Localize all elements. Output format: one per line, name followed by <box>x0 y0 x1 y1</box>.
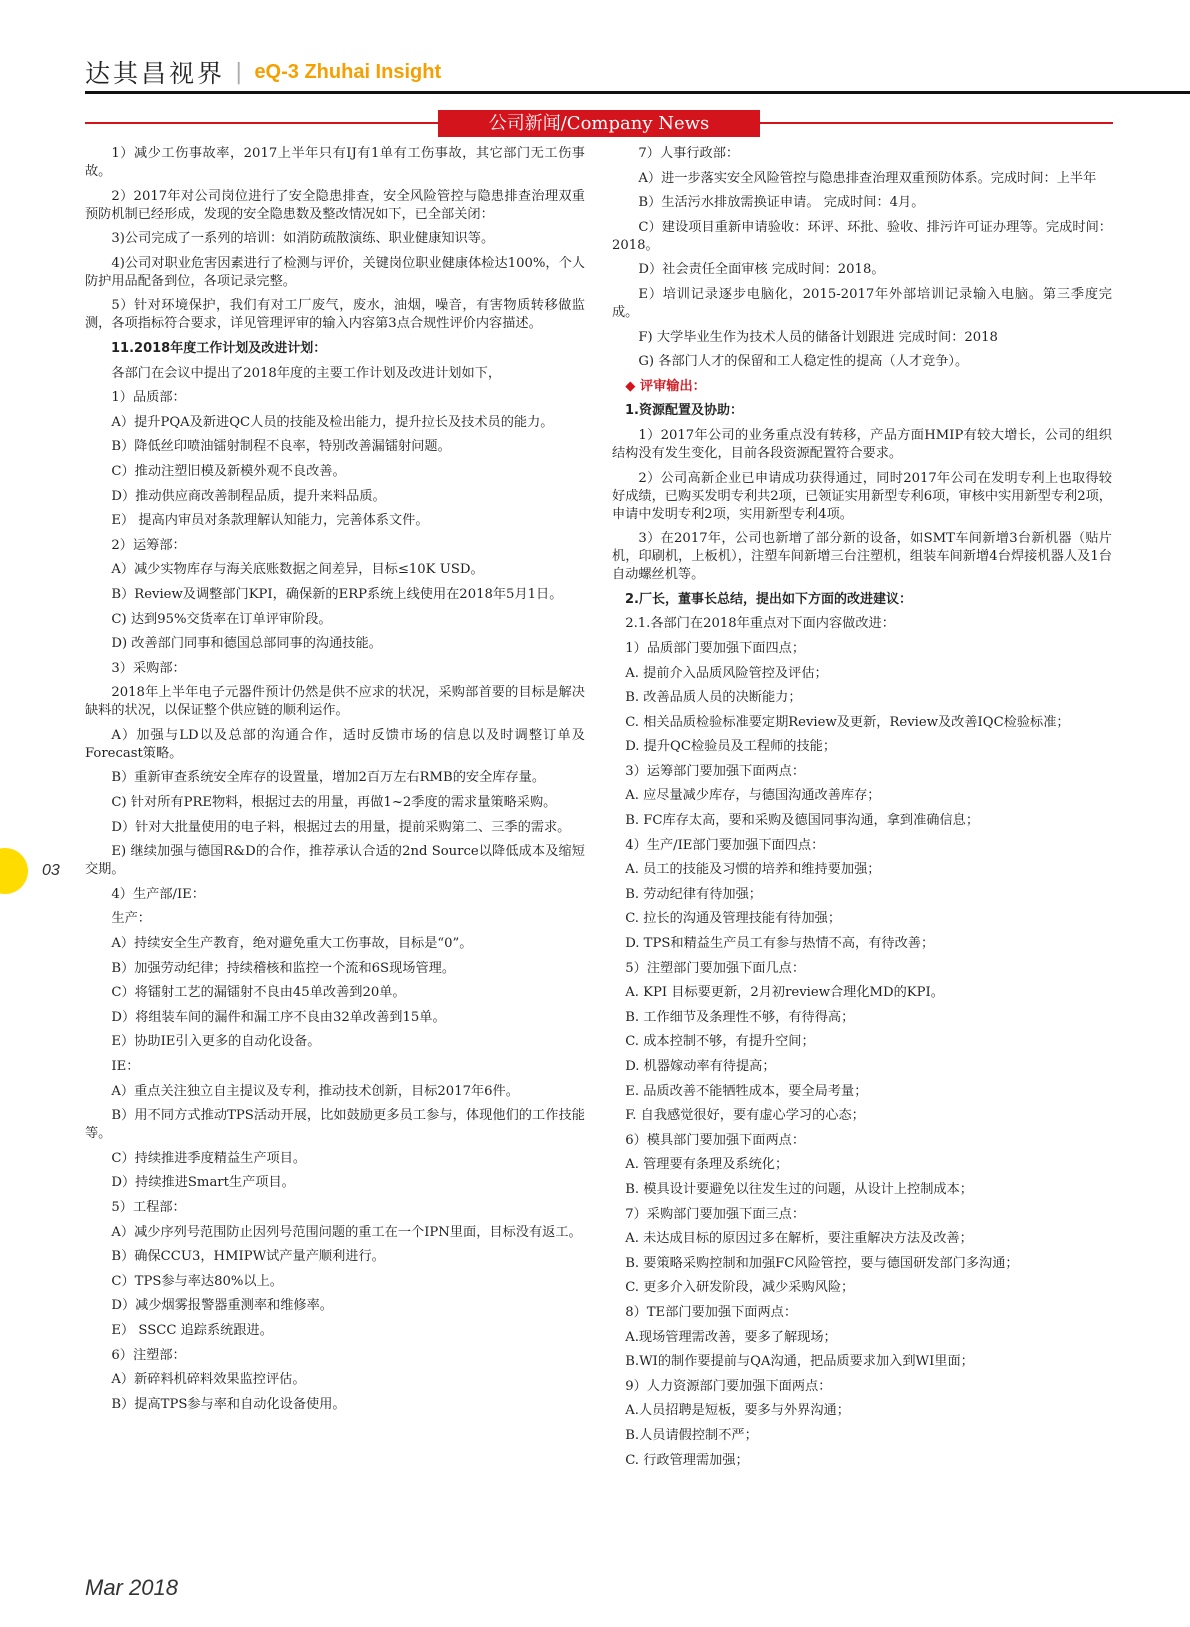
paragraph: D) 改善部门同事和德国总部同事的沟通技能。 <box>111 636 382 652</box>
paragraph: B. FC库存太高，要和采购及德国同事沟通，拿到准确信息； <box>625 813 980 829</box>
paragraph: B）加强劳动纪律；持续稽核和监控一个流和6S现场管理。 <box>111 960 456 976</box>
paragraph: 2）运筹部： <box>111 537 186 553</box>
paragraph: C. 更多介入研发阶段，减少采购风险； <box>625 1280 855 1296</box>
paragraph: 8）TE部门要加强下面两点： <box>625 1304 798 1320</box>
paragraph: D）将组装车间的漏件和漏工序不良由32单改善到15单。 <box>111 1009 446 1025</box>
header-rule <box>85 91 1190 94</box>
paragraph: D. TPS和精益生产员工有参与热情不高，有待改善； <box>625 936 935 952</box>
paragraph: B. 模具设计要避免以往发生过的问题，从设计上控制成本； <box>625 1181 973 1197</box>
paragraph: 3）采购部： <box>111 660 186 676</box>
paragraph: A）新碎料机碎料效果监控评估。 <box>111 1372 306 1388</box>
paragraph: A）提升PQA及新进QC人员的技能及检出能力，提升拉长及技术员的能力。 <box>111 414 554 430</box>
paragraph: F) 大学毕业生作为技术人员的储备计划跟进 完成时间：2018 <box>638 329 998 345</box>
paragraph: 3）运筹部门要加强下面两点： <box>625 763 806 779</box>
paragraph: A）减少实物库存与海关底账数据之间差异，目标≤10K USD。 <box>111 562 484 578</box>
brand-name-english: eQ-3 Zhuhai Insight <box>254 60 442 83</box>
page-header <box>85 52 441 92</box>
paragraph: ◆ 评审输出： <box>625 378 706 394</box>
issue-date: Mar 2018 <box>85 1575 178 1600</box>
paragraph: B.人员请假控制不严； <box>625 1427 758 1443</box>
paragraph: D. 提升QC检验员及工程师的技能； <box>625 739 837 755</box>
paragraph: 2018年上半年电子元器件预计仍然是供不应求的状况，采购部首要的目标是解决缺料的状况，以保证整个供应链的顺利运作。 <box>85 685 585 719</box>
paragraph: B. 工作细节及条理性不够，有待得高； <box>625 1009 855 1025</box>
banner-rule-left <box>85 122 438 124</box>
paragraph: A. 未达成目标的原因过多在解析，要注重解决方法及改善； <box>625 1231 973 1247</box>
paragraph: D）推动供应商改善制程品质，提升来料品质。 <box>111 488 386 504</box>
banner-rule-right <box>760 122 1113 124</box>
paragraph: E）培训记录逐步电脑化，2015-2017年外部培训记录输入电脑。第三季度完成。 <box>612 286 1112 320</box>
paragraph: 1）减少工伤事故率，2017上半年只有IJ有1单有工伤事故，其它部门无工伤事故。 <box>85 146 585 179</box>
paragraph: 各部门在会议中提出了2018年度的主要工作计划及改进计划如下， <box>111 365 502 381</box>
paragraph: C. 相关品质检验标准要定期Review及更新，Review及改善IQC检验标准； <box>625 714 1070 730</box>
paragraph: A. KPI 目标要更新，2月初review合理化MD的KPI。 <box>625 985 944 1001</box>
paragraph: A. 管理要有条理及系统化； <box>625 1157 789 1173</box>
left-column <box>85 145 585 1420</box>
paragraph: A）加强与LD以及总部的沟通合作，适时反馈市场的信息以及时调整订单及Forecast策略。 <box>85 727 585 761</box>
paragraph: D. 机器嫁动率有待提高； <box>625 1059 776 1074</box>
paragraph: A. 应尽量减少库存，与德国沟通改善库存； <box>625 788 881 804</box>
paragraph: 9）人力资源部门要加强下面两点： <box>625 1378 832 1394</box>
paragraph: B）提高TPS参与率和自动化设备使用。 <box>111 1396 346 1412</box>
paragraph: A）持续安全生产教育，绝对避免重大工伤事故，目标是“0”。 <box>111 936 473 952</box>
paragraph: B. 改善品质人员的决断能力； <box>625 690 802 706</box>
paragraph: B）Review及调整部门KPI，确保新的ERP系统上线使用在2018年5月1日。 <box>111 586 563 602</box>
paragraph: E) 继续加强与德国R&D的合作，推荐承认合适的2nd Source以降低成本及缩短交期。 <box>85 844 585 878</box>
paragraph: 11.2018年度工作计划及改进计划： <box>111 340 327 356</box>
paragraph: A. 提前介入品质风险管控及评估； <box>625 665 828 681</box>
paragraph: 2）公司高新企业已申请成功获得通过，同时2017年公司在发明专利上也取得较好成绩，已购买发明专利共2项，已领证实用新型专利6项，审核中实用新型专利2项，申请中发明专利2项，实用新型专利4项。 <box>612 470 1112 522</box>
page-number: 03 <box>42 862 60 879</box>
paragraph: C. 拉长的沟通及管理技能有待加强； <box>625 911 842 927</box>
paragraph: D）社会责任全面审核 完成时间：2018。 <box>638 262 885 278</box>
paragraph: A.人员招聘是短板，要多与外界沟通； <box>625 1403 850 1419</box>
paragraph: 6）注塑部： <box>111 1347 186 1363</box>
paragraph: C）将镭射工艺的漏镭射不良由45单改善到20单。 <box>111 985 406 1001</box>
paragraph: A.现场管理需改善，要多了解现场； <box>625 1329 837 1345</box>
brand-name-chinese: 达其昌视界 <box>85 59 226 88</box>
paragraph: 3）在2017年，公司也新增了部分新的设备，如SMT车间新增3台新机器（贴片机，印刷机，上板机），注塑车间新增三台注塑机，组装车间新增4台焊接机器人及1台自动螺丝机等。 <box>612 531 1112 583</box>
paragraph: C）TPS参与率达80%以上。 <box>111 1273 283 1289</box>
paragraph: 7）采购部门要加强下面三点： <box>625 1206 806 1222</box>
paragraph: 5）针对环境保护，我们有对工厂废气，废水，油烟，噪音，有害物质转移做监测，各项指标符合要求，详见管理评审的输入内容第3点合规性评价内容描述。 <box>85 298 585 332</box>
paragraph: 1）2017年公司的业务重点没有转移，产品方面HMIP有较大增长，公司的组织结构没有发生变化，目前各段资源配置符合要求。 <box>612 427 1112 461</box>
paragraph: E. 品质改善不能牺牲成本，要全局考量； <box>625 1083 868 1099</box>
paragraph: C）推动注塑旧模及新模外观不良改善。 <box>111 463 346 479</box>
paragraph: B）用不同方式推动TPS活动开展，比如鼓励更多员工参与，体现他们的工作技能等。 <box>85 1108 585 1142</box>
paragraph: 5）工程部： <box>111 1199 186 1215</box>
paragraph: C. 行政管理需加强； <box>625 1452 749 1468</box>
paragraph: B）确保CCU3，HMIPW试产量产顺利进行。 <box>111 1249 385 1265</box>
paragraph: D）针对大批量使用的电子料，根据过去的用量，提前采购第二、三季的需求。 <box>111 819 571 835</box>
paragraph: C）持续推进季度精益生产项目。 <box>111 1150 307 1166</box>
paragraph: A）重点关注独立自主提议及专利，推动技术创新，目标2017年6件。 <box>111 1083 519 1099</box>
paragraph: A）减少序列号范围防止因列号范围问题的重工在一个IPN里面，目标没有返工。 <box>111 1224 582 1240</box>
paragraph: C. 成本控制不够，有提升空间； <box>625 1034 815 1050</box>
page-number-marker <box>0 848 28 894</box>
paragraph: 4)公司对职业危害因素进行了检测与评价，关键岗位职业健康体检达100%，个人防护用品配备到位，各项记录完整。 <box>85 255 585 289</box>
paragraph: B）降低丝印喷油镭射制程不良率，特别改善漏镭射问题。 <box>111 439 451 455</box>
paragraph: 5）注塑部门要加强下面几点： <box>625 960 806 976</box>
paragraph: 7）人事行政部： <box>638 146 740 161</box>
paragraph: 6）模具部门要加强下面两点： <box>625 1132 806 1148</box>
paragraph: B.WI的制作要提前与QA沟通，把品质要求加入到WI里面； <box>625 1354 974 1370</box>
paragraph: 1）品质部： <box>111 390 186 406</box>
paragraph: D）持续推进Smart生产项目。 <box>111 1175 295 1191</box>
paragraph: 2.1.各部门在2018年重点对下面内容做改进： <box>625 616 895 632</box>
paragraph: IE： <box>111 1059 140 1074</box>
paragraph: 1）品质部门要加强下面四点； <box>625 640 806 656</box>
right-column <box>612 145 1112 1476</box>
paragraph: 3)公司完成了一系列的培训：如消防疏散演练、职业健康知识等。 <box>111 231 495 247</box>
paragraph: 2）2017年对公司岗位进行了安全隐患排查，安全风险管控与隐患排查治理双重预防机制已经形成，发现的安全隐患数及整改情况如下，已全部关闭： <box>85 188 585 222</box>
paragraph: 生产： <box>111 911 151 927</box>
paragraph: 4）生产部/IE： <box>111 886 205 902</box>
paragraph: G) 各部门人才的保留和工人稳定性的提高（人才竞争）。 <box>638 354 969 370</box>
paragraph: A. 员工的技能及习惯的培养和维持要加强； <box>625 862 881 878</box>
paragraph: F. 自我感觉很好，要有虚心学习的心态； <box>625 1108 865 1124</box>
paragraph: B. 要策略采购控制和加强FC风险管控，要与德国研发部门多沟通； <box>625 1255 1019 1271</box>
paragraph: B）生活污水排放需换证申请。 完成时间：4月。 <box>638 195 925 211</box>
paragraph: 1.资源配置及协助： <box>625 403 743 419</box>
paragraph: B. 劳动纪律有待加强； <box>625 886 762 902</box>
paragraph: E） SSCC 追踪系统跟进。 <box>111 1322 273 1338</box>
paragraph: 4）生产/IE部门要加强下面四点： <box>625 837 825 853</box>
paragraph: 2.厂长，董事长总结，提出如下方面的改进建议： <box>625 591 912 607</box>
paragraph: E） 提高内审员对条款理解认知能力，完善体系文件。 <box>111 513 429 529</box>
paragraph: C) 达到95%交货率在订单评审阶段。 <box>111 611 332 627</box>
paragraph: E）协助IE引入更多的自动化设备。 <box>111 1034 321 1050</box>
paragraph: C）建设项目重新申请验收：环评、环批、验收、排污许可证办理等。完成时间：2018。 <box>612 219 1112 253</box>
paragraph: B）重新审查系统安全库存的设置量，增加2百万左右RMB的安全库存量。 <box>111 770 546 786</box>
brand-separator: | <box>235 59 243 85</box>
section-banner: 公司新闻/Company News <box>438 110 760 137</box>
paragraph: A）进一步落实安全风险管控与隐患排查治理双重预防体系。完成时间：上半年 <box>638 170 1097 186</box>
paragraph: D）减少烟雾报警器重测率和维修率。 <box>111 1298 333 1314</box>
paragraph: C) 针对所有PRE物料，根据过去的用量，再做1~2季度的需求量策略采购。 <box>111 795 557 811</box>
